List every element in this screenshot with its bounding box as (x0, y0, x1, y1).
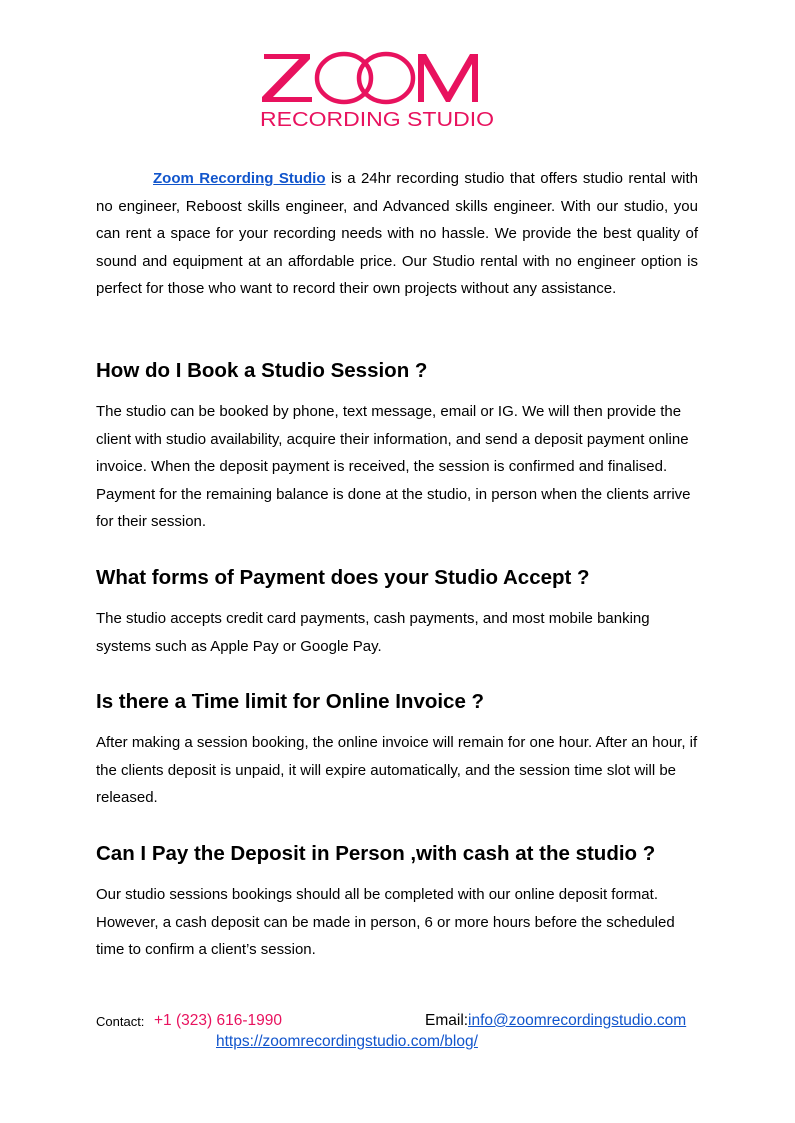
faq-question-time-limit: Is there a Time limit for Online Invoice ? (96, 690, 485, 713)
zoom-logo-graphic (258, 44, 498, 132)
faq-question-payment: What forms of Payment does your Studio Accept ? (96, 566, 590, 589)
logo-letter-o1 (317, 54, 371, 102)
logo-subtitle: RECORDING STUDIO (260, 109, 494, 131)
footer-contact (96, 1010, 698, 1032)
faq-question-cash-deposit: Can I Pay the Deposit in Person ,with cash at the studio ? (96, 842, 656, 865)
logo-letter-z (262, 54, 312, 102)
faq-question-booking: How do I Book a Studio Session ? (96, 359, 428, 382)
faq-answer-booking: The studio can be booked by phone, text message, email or IG. We will then provide the client with studio availability, acquire their information, and send a deposit payment online invoice. When the deposit payment is received, the session is confirmed and finalised. Payment for the remaining balance is done at the studio, in person when the clients arrive for their session. (96, 403, 691, 531)
contact-phone[interactable]: +1 (323) 616-1990 (154, 1012, 282, 1029)
email-link[interactable]: info@zoomrecordingstudio.com (468, 1012, 687, 1029)
faq-answer-payment: The studio accepts credit card payments, cash payments, and most mobile banking systems such as Apple Pay or Google Pay. (96, 610, 650, 655)
intro-text: is a 24hr recording studio that offers studio rental with no engineer, Reboost skills engineer, and Advanced skills engineer. With our studio, you can rent a space for your recording needs with no hassle. We provide the best quality of sound and equipment at an affordable price. Our Studio rental with no engineer option is perfect for those who want to record their own projects without any assistance. (96, 170, 699, 298)
email-label: Email: (425, 1012, 469, 1029)
logo-letter-o2 (359, 54, 413, 102)
faq-answer-cash-deposit: Our studio sessions bookings should all be completed with our online deposit format. However, a cash deposit can be made in person, 6 or more hours before the scheduled time to confirm a client’s session. (96, 886, 675, 959)
faq-answer-time-limit: After making a session booking, the online invoice will remain for one hour. After an hour, if the clients deposit is unpaid, it will expire automatically, and the session time slot will be released. (96, 734, 698, 807)
intro-paragraph (96, 165, 698, 303)
studio-link[interactable]: Zoom Recording Studio (153, 170, 326, 187)
zoom-logo (258, 44, 498, 132)
logo-letter-m (418, 54, 478, 102)
blog-link[interactable]: https://zoomrecordingstudio.com/blog/ (216, 1033, 478, 1050)
contact-label: Contact: (96, 1014, 145, 1029)
